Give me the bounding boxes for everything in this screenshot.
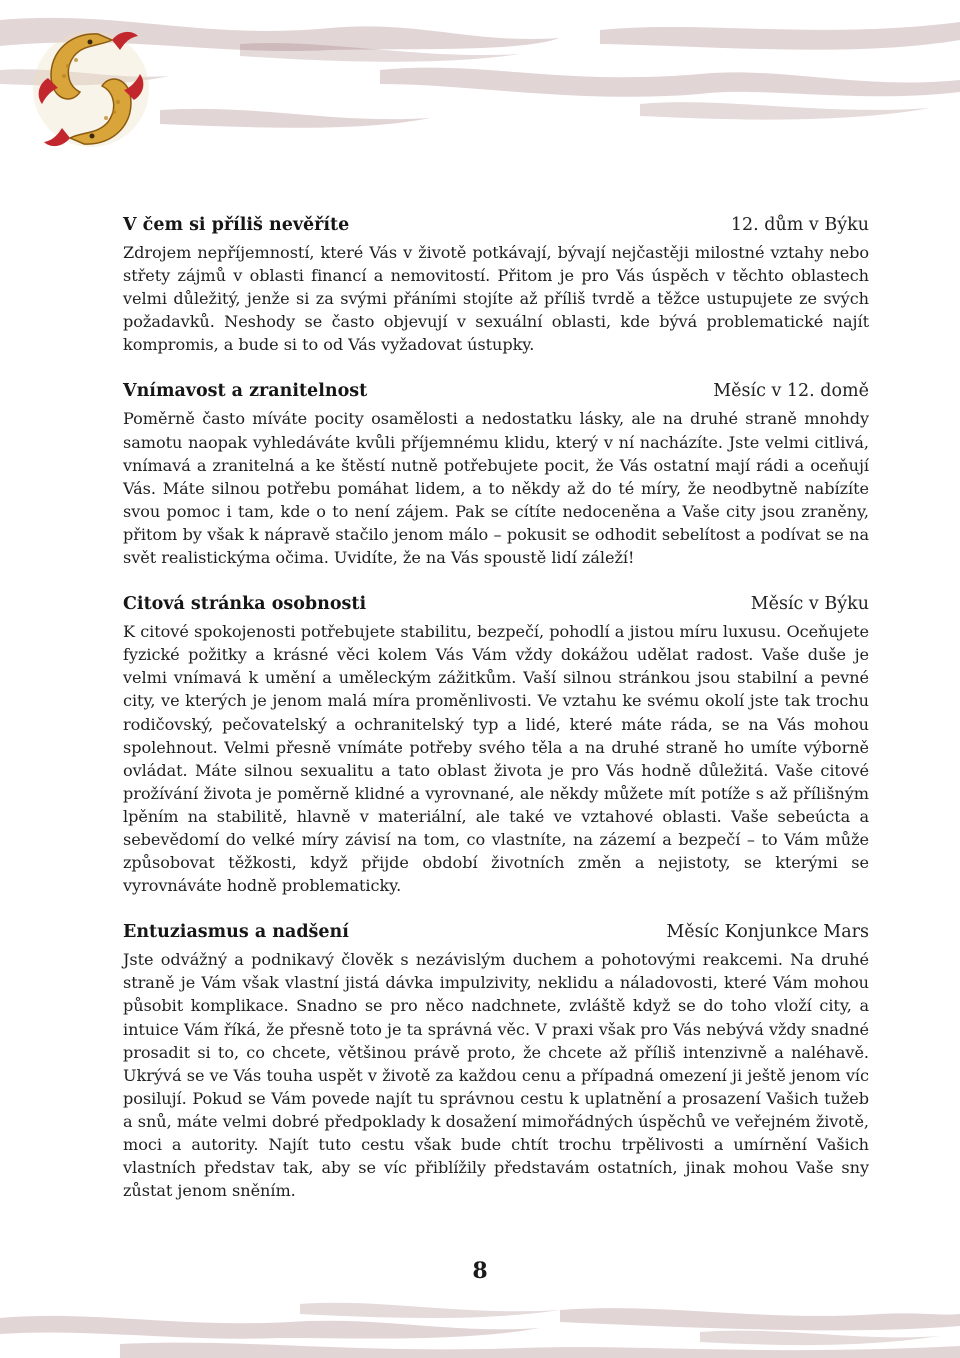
page-number: 8	[472, 1258, 488, 1284]
article-content	[123, 210, 869, 1222]
section-enthusiasm	[123, 917, 869, 1202]
section-sensitivity	[123, 376, 869, 569]
section-title: Entuziasmus a nadšení	[123, 922, 349, 943]
section-title: Citová stránka osobnosti	[123, 594, 367, 615]
section-text: K citové spokojenosti potřebujete stabilitu, bezpečí, pohodlí a jistou míru luxusu. Oceňujete fyzické požitky a krásné věci kolem Vás Vám vždy dokážou udělat radost. Vaše duše je velmi vnímavá k umění a uměleckým zážitkům. Vaší silnou stránkou jsou stabilní a pevné city, ve kterých je jenom malá míra proměnlivosti. Ve vztahu ke svému okolí jste tak trochu rodičovský, pečovatelský a ochranitelský typ a lidé, které máte ráda, se na Vás mohou spolehnout. Velmi přesně vnímáte potřeby svého těla a na druhé straně ho umíte výborně ovládat. Máte silnou sexualitu a tato oblast života je pro Vás hodně důležitá. Vaše citové prožívání života je poměrně klidné a vyrovnané, ale někdy můžete mít potíže s až přílišným lpěním na stabilitě, hlavně v materiální, ale také ve vztahové oblasti. Vaše sebeúcta a sebevědomí do velké míry závisí na tom, co vlastníte, na zázemí a bezpečí – to Vám může způsobovat těžkosti, když přijde období životních změn a nejistoty, se kterými se vyrovnáváte hodně problematicky.	[123, 622, 869, 896]
bottom-brush-decoration	[0, 1288, 960, 1358]
section-title: V čem si příliš nevěříte	[123, 215, 350, 235]
section-heading	[123, 376, 869, 406]
astrology-placement: Měsíc v Býku	[750, 594, 869, 615]
astrology-placement: Měsíc Konjunkce Mars	[666, 922, 869, 943]
section-text: Poměrně často míváte pocity osamělosti a nedostatku lásky, ale na druhé straně mnohdy samotu naopak vyhledáváte kvůli příjemnému klidu, který v ní nacházíte. Jste velmi citlivá, vnímavá a zranitelná a ke štěstí nutně potřebujete pocit, že Vás ostatní mají rádi a oceňují Vás. Máte silnou potřebu pomáhat lidem, a to někdy až do té míry, že neodbytně nabízíte svou pomoc i tam, kde o to není zájem. Pak se cítíte nedoceněna a Vaše city jsou zraněny, přitom by však k nápravě stačilo jenom málo – pokusit se odhodit sebelítost a podívat se na svět realistickýma očima. Uvidíte, že na Vás spoustě lidí záleží!	[123, 409, 869, 568]
section-heading	[123, 210, 869, 240]
koi-fish-emblem	[28, 26, 154, 152]
section-text: Jste odvážný a podnikavý člověk s nezávislým duchem a pohotovými reakcemi. Na druhé straně je Vám však vlastní jistá dávka impulzivity, neklidu a náladovosti, které Vám mohou působit komplikace. Snadno se pro něco nadchnete, zvláště když se do toho vloží city, a intuice Vám říká, že přesně toto je ta správná věc. V praxi však pro Vás nebývá vždy snadné prosadit si to, co chcete, většinou právě proto, že chcete až příliš intenzivně a naléhavě. Ukrývá se ve Vás touha uspět v životě za každou cenu a případná omezení ji ještě jenom víc posilují. Pokud se Vám povede najít tu správnou cestu k uplatnění a prosazení Vašich tužeb a snů, máte velmi dobré předpoklady k dosažení mimořádných úspěchů ve veřejném životě, moci a autority. Najít tuto cestu však bude chtít trochu trpělivosti a umírnění Vašich vlastních představ tak, aby se víc přiblížily představám ostatních, jinak mohou Vaše sny zůstat jenom sněním.	[123, 950, 869, 1201]
astrology-placement: 12. dům v Býku	[730, 215, 869, 235]
section-emotional-side	[123, 589, 869, 897]
section-heading	[123, 917, 869, 947]
section-self-doubt	[123, 210, 869, 356]
section-text: Zdrojem nepříjemností, které Vás v životě potkávají, bývají nejčastěji milostné vztahy nebo střety zájmů v oblasti financí a nemovitostí. Přitom je pro Vás úspěch v těchto oblastech velmi důležitý, jenže si za svými přáními stojíte až příliš tvrdě a těžce ustupujete ze svých požadavků. Neshody se často objevují v sexuální oblasti, kde bývá problematické najít kompromis, a bude si to od Vás vyžadovat ústupky.	[123, 243, 869, 355]
astrology-placement: Měsíc v 12. domě	[713, 381, 869, 402]
section-heading	[123, 589, 869, 619]
section-title: Vnímavost a zranitelnost	[123, 381, 368, 402]
